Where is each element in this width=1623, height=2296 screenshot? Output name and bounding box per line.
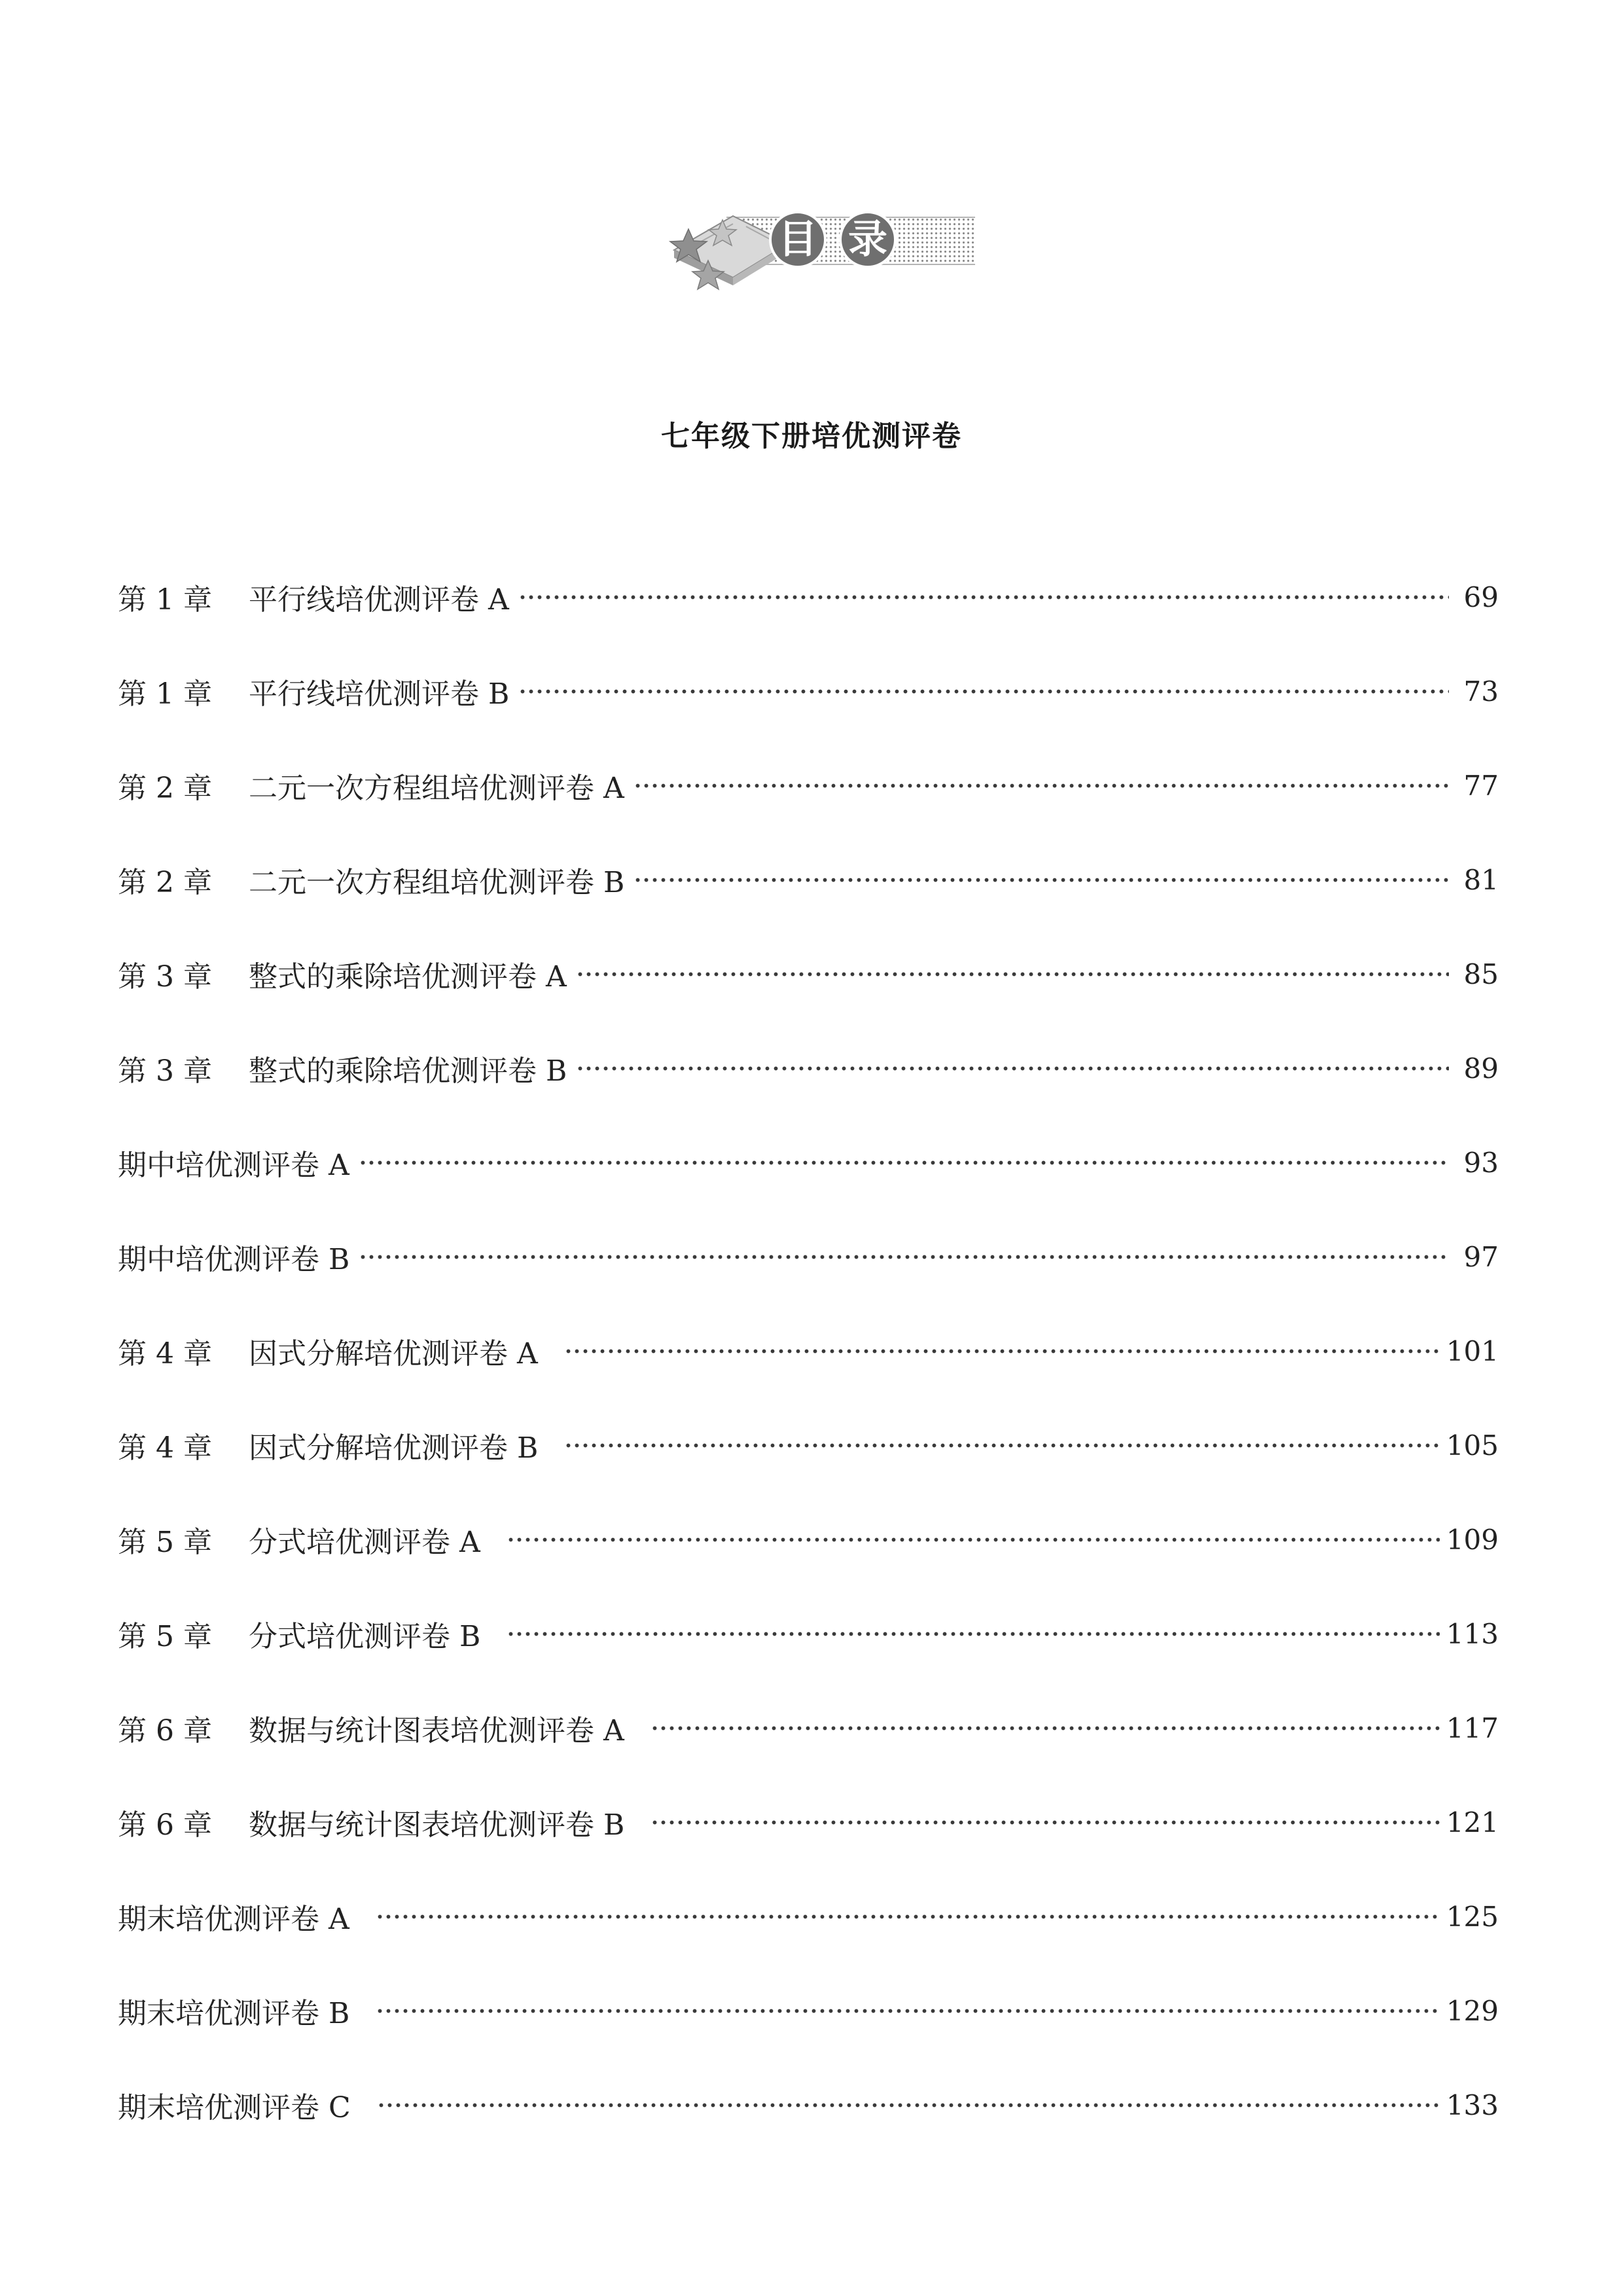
toc-row[interactable] [118, 1115, 1499, 1210]
toc-row[interactable] [118, 1021, 1499, 1115]
heading-char-mu: 目 [778, 217, 817, 262]
toc-entry-title: 期中培优测评卷 A [118, 1149, 349, 1182]
toc-page-number: 129 [1446, 1994, 1499, 2027]
toc-entry-title: 数据与统计图表培优测评卷 A [248, 1714, 624, 1748]
toc-page-number: 69 [1463, 581, 1499, 613]
toc-header-graphic [654, 190, 982, 295]
toc-row[interactable] [118, 1398, 1499, 1492]
toc-page-number: 113 [1446, 1617, 1499, 1650]
toc-chapter-label: 第 6 章 [118, 1714, 212, 1748]
toc-row[interactable] [118, 644, 1499, 738]
toc-chapter-label: 第 4 章 [118, 1431, 212, 1465]
toc-page-number: 125 [1446, 1900, 1499, 1933]
toc-row[interactable] [118, 1492, 1499, 1587]
toc-dot-leader [507, 1619, 1440, 1648]
toc-dot-leader [633, 771, 1449, 800]
toc-dot-leader [359, 1242, 1449, 1271]
toc-row[interactable] [118, 1869, 1499, 1964]
page-title: 七年级下册培优测评卷 [661, 420, 962, 453]
toc-dot-leader [651, 1808, 1440, 1837]
toc-page-number: 97 [1463, 1240, 1499, 1273]
toc-row[interactable] [118, 1681, 1499, 1775]
table-of-contents [118, 550, 1499, 2152]
toc-dot-leader [651, 1713, 1440, 1742]
toc-page-number: 133 [1446, 2089, 1499, 2121]
toc-page-number: 85 [1463, 958, 1499, 990]
toc-entry-title: 因式分解培优测评卷 A [248, 1337, 538, 1371]
toc-dot-leader [633, 865, 1449, 894]
toc-chapter-label: 第 2 章 [118, 772, 212, 805]
toc-entry-title: 期末培优测评卷 C [118, 2091, 351, 2125]
toc-row[interactable] [118, 1210, 1499, 1304]
toc-dot-leader [376, 1902, 1440, 1931]
toc-row[interactable] [118, 927, 1499, 1021]
toc-chapter-label: 第 4 章 [118, 1337, 212, 1371]
toc-dot-leader [518, 583, 1449, 611]
toc-chapter-label: 第 5 章 [118, 1526, 212, 1559]
toc-entry-title: 整式的乘除培优测评卷 B [248, 1054, 567, 1088]
toc-page-number: 117 [1446, 1712, 1499, 1744]
toc-dot-leader [564, 1431, 1440, 1460]
toc-entry-title: 分式培优测评卷 A [248, 1526, 480, 1559]
toc-entry-title: 二元一次方程组培优测评卷 B [248, 866, 625, 899]
toc-page-number: 73 [1463, 675, 1499, 708]
toc-row[interactable] [118, 550, 1499, 644]
toc-page-number: 105 [1446, 1429, 1499, 1462]
toc-chapter-label: 第 1 章 [118, 583, 212, 617]
toc-chapter-label: 第 6 章 [118, 1808, 212, 1842]
toc-row[interactable] [118, 2058, 1499, 2152]
toc-dot-leader [576, 960, 1449, 988]
toc-row[interactable] [118, 1304, 1499, 1398]
toc-chapter-label: 第 2 章 [118, 866, 212, 899]
toc-dot-leader [376, 1996, 1440, 2025]
toc-entry-title: 期末培优测评卷 B [118, 1997, 350, 2030]
toc-row[interactable] [118, 1964, 1499, 2058]
toc-page-number: 89 [1463, 1052, 1499, 1085]
toc-page-number: 77 [1463, 769, 1499, 802]
toc-entry-title: 因式分解培优测评卷 B [248, 1431, 539, 1465]
toc-dot-leader [518, 677, 1449, 706]
toc-dot-leader [576, 1054, 1449, 1083]
toc-entry-title: 分式培优测评卷 B [248, 1620, 481, 1653]
toc-page-number: 121 [1446, 1806, 1499, 1839]
toc-row[interactable] [118, 1587, 1499, 1681]
toc-dot-leader [564, 1336, 1440, 1365]
toc-page-number: 101 [1446, 1335, 1499, 1367]
toc-dot-leader [507, 1525, 1440, 1554]
toc-row[interactable] [118, 1775, 1499, 1869]
toc-chapter-label: 第 1 章 [118, 677, 212, 711]
toc-entry-title: 数据与统计图表培优测评卷 B [248, 1808, 625, 1842]
toc-chapter-label: 第 3 章 [118, 960, 212, 994]
toc-entry-title: 整式的乘除培优测评卷 A [248, 960, 567, 994]
toc-row[interactable] [118, 833, 1499, 927]
toc-dot-leader [377, 2090, 1440, 2119]
toc-page-number: 93 [1463, 1146, 1499, 1179]
toc-row[interactable] [118, 738, 1499, 833]
toc-dot-leader [359, 1148, 1449, 1177]
toc-entry-title: 平行线培优测评卷 B [248, 677, 510, 711]
toc-chapter-label: 第 3 章 [118, 1054, 212, 1088]
toc-page-number: 81 [1463, 863, 1499, 896]
toc-entry-title: 期末培优测评卷 A [118, 1903, 349, 1936]
toc-chapter-label: 第 5 章 [118, 1620, 212, 1653]
toc-entry-title: 二元一次方程组培优测评卷 A [248, 772, 624, 805]
toc-page-number: 109 [1446, 1523, 1499, 1556]
toc-entry-title: 平行线培优测评卷 A [248, 583, 509, 617]
heading-char-lu: 录 [848, 217, 887, 262]
toc-entry-title: 期中培优测评卷 B [118, 1243, 350, 1276]
